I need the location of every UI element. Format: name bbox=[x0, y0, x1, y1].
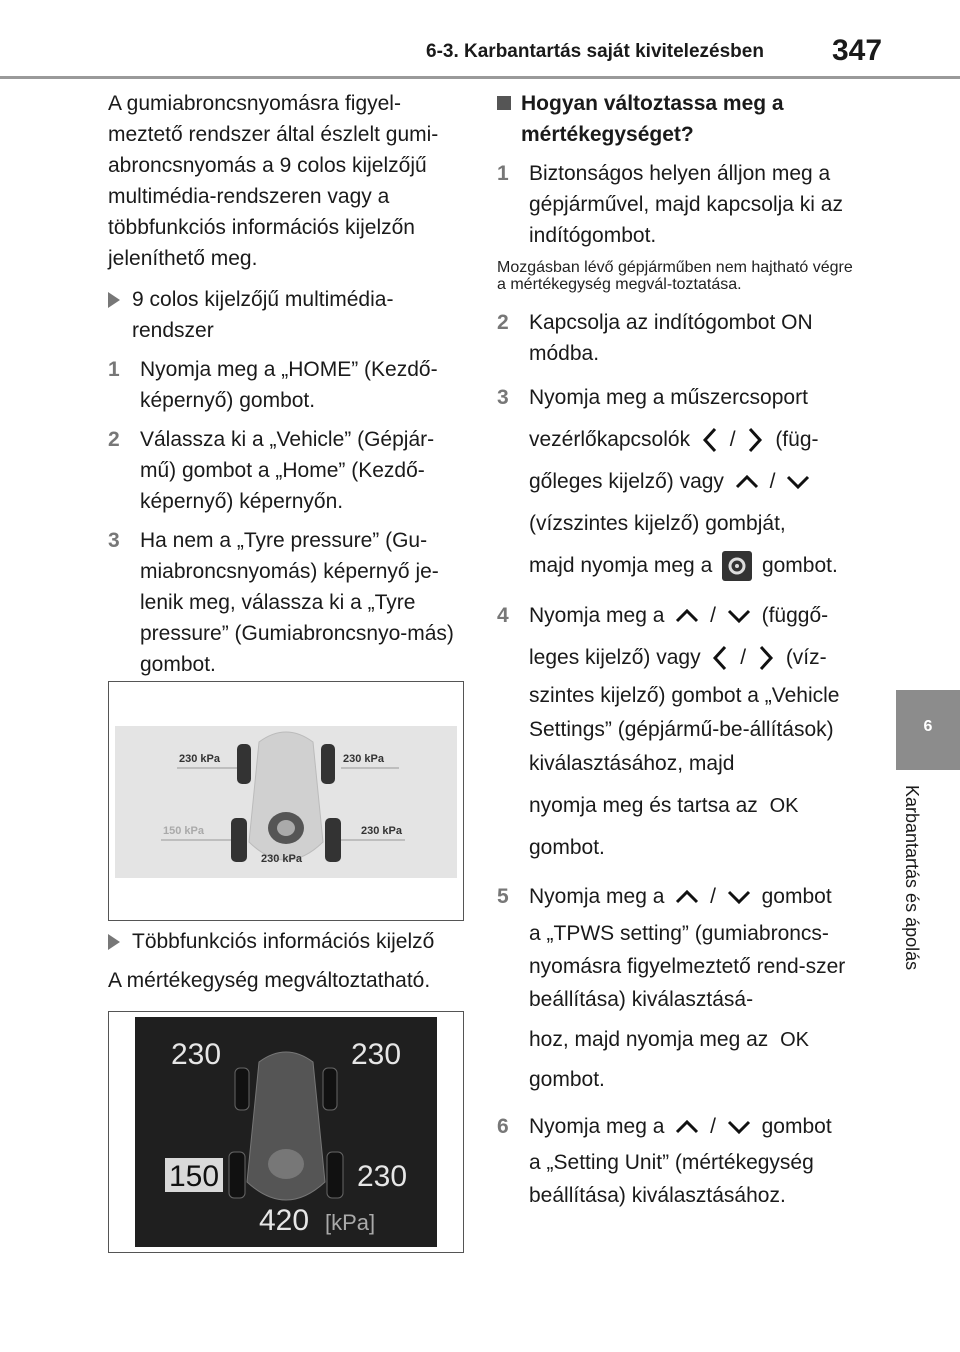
step-text: vezérlőkapcsolók bbox=[529, 428, 691, 451]
step-number: 5 bbox=[497, 885, 509, 908]
chevron-up-icon bbox=[734, 473, 760, 491]
step-text: gombot bbox=[761, 885, 832, 908]
step-text: Nyomja meg a bbox=[529, 885, 665, 908]
step-text: Ha nem a „Tyre pressure” (Gu-miabroncsnyomás) képernyő je-lenik meg, válassza ki a „Tyre pressure” (Gumiabroncsnyo-más) gombot. bbox=[140, 529, 454, 676]
step-text: gőleges kijelző) vagy bbox=[529, 470, 724, 493]
step-2 bbox=[108, 424, 468, 517]
step-text: (víz- bbox=[785, 646, 827, 669]
step-3 bbox=[108, 525, 468, 680]
chevron-down-icon bbox=[785, 473, 811, 491]
slash: / bbox=[769, 470, 776, 493]
bullet-text: 9 colos kijelzőjű multimédia-rendszer bbox=[132, 288, 394, 342]
chapter-title: Karbantartás és ápolás bbox=[902, 785, 922, 971]
step-text: a „Setting Unit” (mértékegység beállítása) kiválasztásához. bbox=[529, 1151, 814, 1207]
car-top-view-image bbox=[109, 682, 463, 920]
tire-front-right-value: 230 bbox=[351, 1038, 402, 1071]
ok-button-icon: OK bbox=[769, 795, 799, 817]
step-text: leges kijelző) vagy bbox=[529, 646, 701, 669]
chevron-up-icon bbox=[674, 888, 700, 906]
triangle-bullet-icon bbox=[108, 934, 120, 950]
triangle-bullet-icon bbox=[108, 292, 120, 308]
unit-change-text: A mértékegység megváltoztatható. bbox=[108, 969, 431, 992]
tire-spare-value: 420 bbox=[259, 1204, 310, 1237]
chevron-left-icon bbox=[700, 426, 720, 454]
chevron-down-icon bbox=[726, 888, 752, 906]
figure-info-display-tyre-pressure bbox=[108, 1011, 464, 1253]
step-text: Kapcsolja az indítógombot ON módba. bbox=[529, 311, 813, 365]
slash: / bbox=[740, 646, 747, 669]
chapter-tab bbox=[896, 690, 960, 770]
bullet-text: Többfunkciós információs kijelző bbox=[132, 930, 435, 953]
tire-front-right-label: 230 kPa bbox=[343, 753, 384, 765]
tire-rear-left-value: 150 bbox=[169, 1160, 220, 1193]
step-number: 1 bbox=[497, 162, 509, 185]
pressure-unit-label: [kPa] bbox=[325, 1210, 376, 1235]
step-4 bbox=[497, 595, 857, 869]
chevron-up-icon bbox=[674, 607, 700, 625]
tire-rear-right-value: 230 bbox=[357, 1160, 408, 1193]
section-heading bbox=[497, 88, 857, 150]
step-number: 4 bbox=[497, 604, 509, 627]
chevron-up-icon bbox=[674, 1118, 700, 1136]
step-text: Biztonságos helyen álljon meg a gépjárművel, majd kapcsolja ki az indítógombot. bbox=[529, 162, 843, 247]
step-text: gombot. bbox=[529, 1068, 605, 1091]
tire-rear-right-label: 230 kPa bbox=[361, 825, 402, 837]
step-text: Nyomja meg a „HOME” (Kezdő-képernyő) gombot. bbox=[140, 358, 438, 412]
step-number: 3 bbox=[108, 529, 120, 552]
tire-spare-label: 230 kPa bbox=[261, 853, 302, 865]
tire-rear-left-label: 150 kPa bbox=[163, 825, 204, 837]
chevron-down-icon bbox=[726, 1118, 752, 1136]
bullet-multimedia bbox=[108, 284, 468, 346]
chevron-down-icon bbox=[726, 607, 752, 625]
slash: / bbox=[729, 428, 736, 451]
step-5 bbox=[497, 877, 857, 1100]
ok-button-icon: OK bbox=[780, 1029, 810, 1051]
note-text: Mozgásban lévő gépjárműben nem hajtható végre a mértékegység megvál-toztatása. bbox=[497, 259, 853, 293]
left-lower-text bbox=[108, 926, 468, 996]
page-number: 347 bbox=[832, 34, 883, 67]
step-1 bbox=[108, 354, 468, 416]
step-text: gombot. bbox=[529, 836, 605, 859]
step-text: Nyomja meg a bbox=[529, 604, 665, 627]
step-text: majd nyomja meg a bbox=[529, 554, 713, 577]
bullet-info-display bbox=[108, 926, 468, 957]
chevron-right-icon bbox=[745, 426, 765, 454]
step-text: hoz, majd nyomja meg az bbox=[529, 1028, 769, 1051]
step-text: Nyomja meg a bbox=[529, 1115, 665, 1138]
chevron-left-icon bbox=[710, 644, 730, 672]
slash: / bbox=[710, 885, 716, 908]
section-title: 6-3. Karbantartás saját kivitelezésben bbox=[426, 41, 764, 62]
intro-paragraph: A gumiabroncsnyomásra figyel-meztető rendszer által észlelt gumi-abroncsnyomás a 9 colos kijelzőjű multimédia-rendszeren vagy a többfunkciós információs kijelzőn jeleníthető meg. bbox=[108, 92, 439, 270]
slash: / bbox=[710, 604, 716, 627]
step-text: Válassza ki a „Vehicle” (Gépjár-mű) gombot a „Home” (Kezdő-képernyő) képernyőn. bbox=[140, 428, 435, 513]
square-bullet-icon bbox=[497, 96, 511, 110]
slash: / bbox=[710, 1115, 716, 1138]
step-number: 2 bbox=[497, 311, 509, 334]
left-column bbox=[108, 88, 468, 688]
step-text: (vízszintes kijelző) gombját, bbox=[529, 512, 786, 535]
tire-front-left-value: 230 bbox=[171, 1038, 222, 1071]
step-number: 1 bbox=[108, 358, 120, 381]
header-rule bbox=[0, 76, 960, 79]
step-3 bbox=[497, 377, 857, 587]
step-text: szintes kijelző) gombot a „Vehicle Settings” (gépjármű-be-állítások) kiválasztásához, majd bbox=[529, 684, 840, 775]
step-text: gombot. bbox=[761, 554, 838, 577]
step-text: Nyomja meg a műszercsoport bbox=[529, 386, 808, 409]
step-text: a „TPWS setting” (gumiabroncs-nyomásra figyelmeztető rend-szer beállítása) kiválasztásá- bbox=[529, 922, 846, 1011]
step-1 bbox=[497, 158, 857, 251]
step-text: gombot bbox=[761, 1115, 832, 1138]
step-text: (függő- bbox=[761, 604, 829, 627]
heading-text: Hogyan változtassa meg a mértékegységet? bbox=[521, 92, 784, 146]
figure-multimedia-tyre-pressure bbox=[108, 681, 464, 921]
step-number: 6 bbox=[497, 1115, 509, 1138]
step-number: 3 bbox=[497, 386, 509, 409]
chevron-right-icon bbox=[756, 644, 776, 672]
step-text: nyomja meg és tartsa az bbox=[529, 794, 758, 817]
step-text: (füg- bbox=[775, 428, 819, 451]
settings-gear-icon bbox=[722, 551, 752, 581]
chapter-number: 6 bbox=[923, 718, 933, 735]
step-2 bbox=[497, 307, 857, 369]
info-display-image bbox=[109, 1012, 463, 1252]
step-6 bbox=[497, 1108, 857, 1215]
tire-front-left-label: 230 kPa bbox=[179, 753, 220, 765]
right-column bbox=[497, 88, 857, 1223]
step-number: 2 bbox=[108, 428, 120, 451]
